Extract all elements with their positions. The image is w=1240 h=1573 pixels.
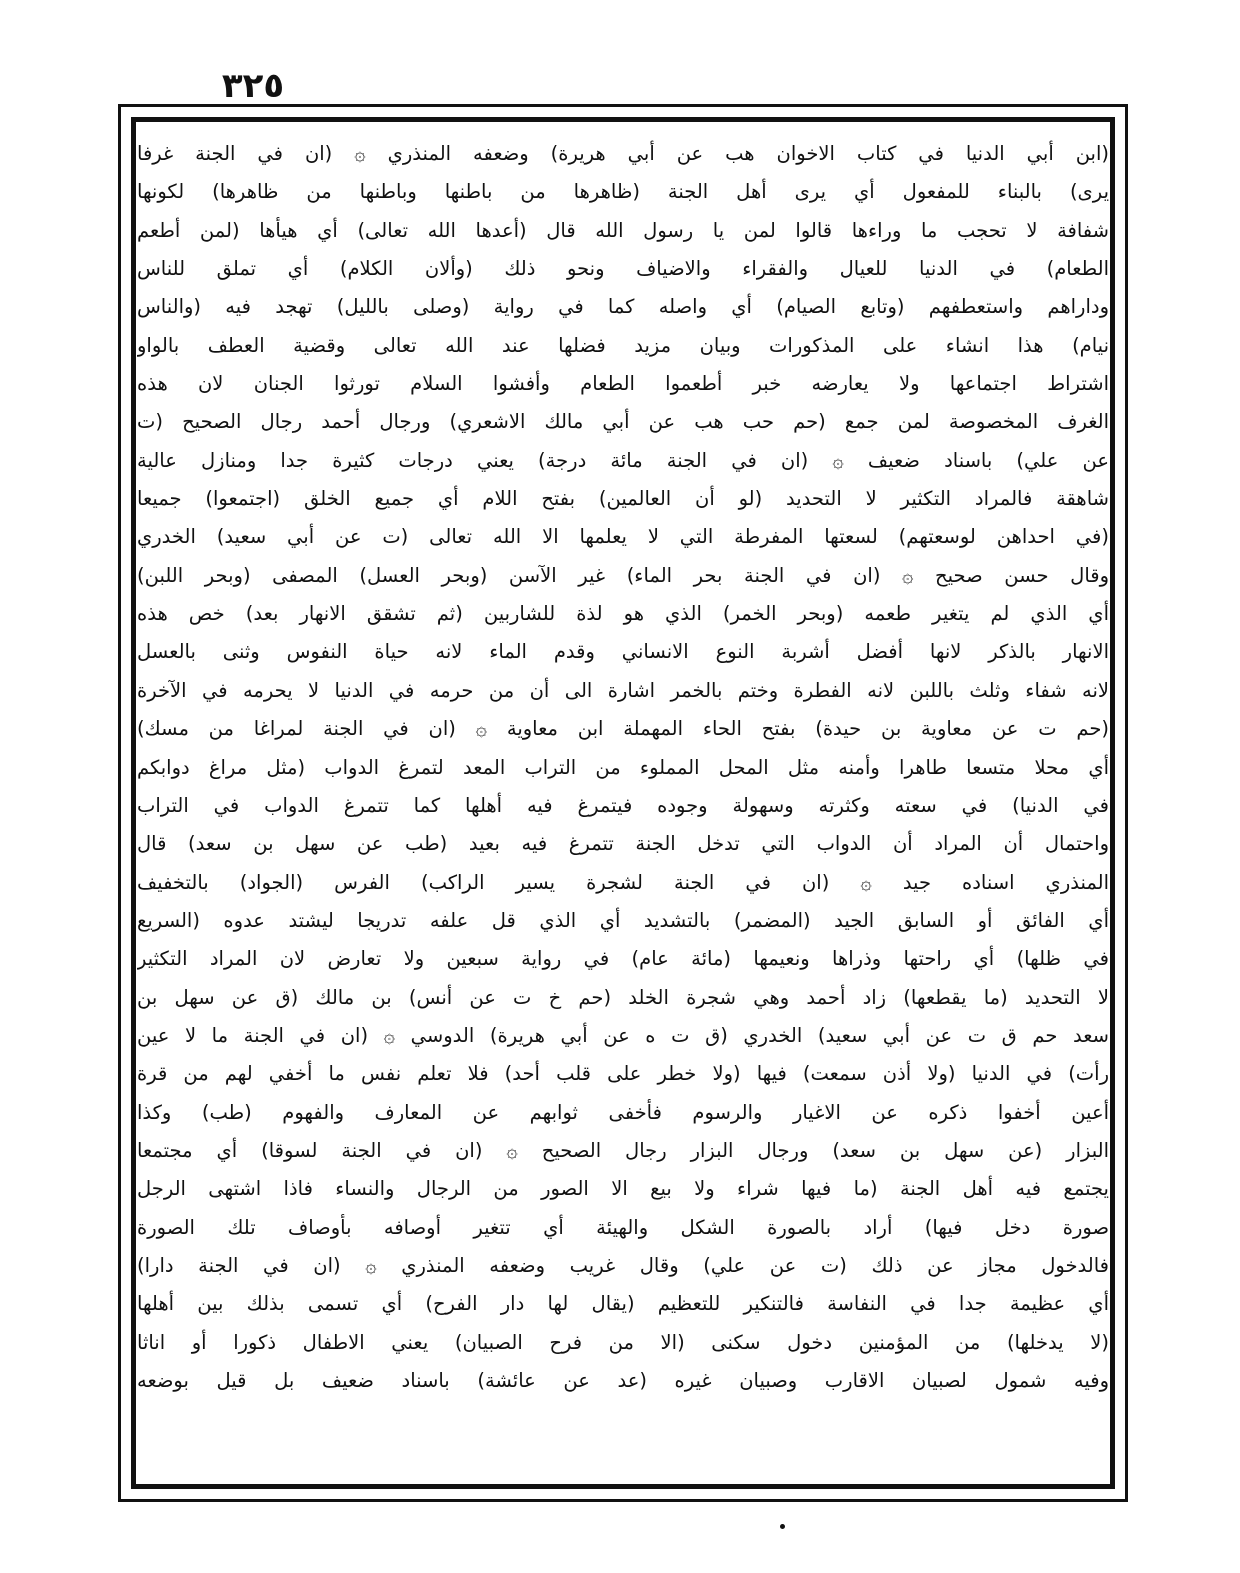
text-line: في الدنيا) في سعته وكثرته وسهولة وجوده فيتمرغ فيه أهلها كما تتمرغ الدواب في التراب — [137, 793, 1109, 817]
text-line: الطعام) في الدنيا للعيال والفقراء والاضياف ونحو ذلك (وألان الكلام) أي تملق للناس — [137, 257, 1109, 281]
text-line: واحتمال أن المراد أن الدواب التي تدخل الجنة تتمرغ فيه بعيد (طب عن سهل بن سعد) قال — [137, 832, 1109, 856]
text-line: يجتمع فيه أهل الجنة (ما فيها شراء ولا بيع الا الصور من الرجال والنساء فاذا اشتهى الرجل — [137, 1177, 1109, 1201]
text-line: (في احداهن لوسعتهم) لسعتها المفرطة التي لا يعلمها الا الله تعالى (ت عن أبي سعيد) الخدري — [137, 525, 1109, 549]
text-line: يرى) بالبناء للمفعول أي يرى أهل الجنة (ظاهرها من باطنها وباطنها من ظاهرها) لكونها — [137, 180, 1109, 204]
text-line: عن علي) باسناد ضعيف ۞ (ان في الجنة مائة درجة) يعني درجات كثيرة جدا ومنازل عالية — [137, 448, 1109, 472]
page-frame — [118, 104, 1128, 1502]
text-line: اشتراط اجتماعها ولا يعارضه خبر أطعموا الطعام وأفشوا السلام تورثوا الجنان لان هذه — [137, 372, 1109, 396]
text-line: صورة دخل فيها) أراد بالصورة الشكل والهيئة أي تتغير أوصافه بأوصاف تلك الصورة — [137, 1215, 1109, 1239]
text-body — [137, 135, 1109, 1489]
text-line: (حم ت عن معاوية بن حيدة) بفتح الحاء المهملة ابن معاوية ۞ (ان في الجنة لمراغا من مسك) — [137, 717, 1109, 741]
text-line: شاهقة فالمراد التكثير لا التحديد (لو أن العالمين) بفتح اللام أي جميع الخلق (اجتمعوا) جميعا — [137, 487, 1109, 511]
text-line: لانه شفاء وثلث باللبن لانه الفطرة وختم بالخمر اشارة الى أن من حرمه في الدنيا لا يحرمه في الآخرة — [137, 678, 1109, 702]
text-line: سعد حم ق ت عن أبي سعيد) الخدري (ق ت ه عن أبي هريرة) الدوسي ۞ (ان في الجنة ما لا عين — [137, 1023, 1109, 1047]
text-line: فالدخول مجاز عن ذلك (ت عن علي) وقال غريب وضعفه المنذري ۞ (ان في الجنة دارا) — [137, 1253, 1109, 1277]
page-number: ٣٢٥ — [221, 66, 285, 106]
text-line: المنذري اسناده جيد ۞ (ان في الجنة لشجرة يسير الراكب) الفرس (الجواد) بالتخفيف — [137, 870, 1109, 894]
text-line: الانهار بالذكر لانها أفضل أشربة النوع الانساني وقدم الماء لانه حياة النفوس وثنى بالعسل — [137, 640, 1109, 664]
bottom-mark — [780, 1524, 785, 1529]
text-line: وفيه شمول لصبيان الاقارب وصبيان غيره (عد عن عائشة) باسناد ضعيف بل قيل بوضعه — [137, 1369, 1109, 1392]
text-line: شفافة لا تحجب ما وراءها قالوا لمن يا رسول الله قال (أعدها الله تعالى) أي هيأها (لمن أطعم — [137, 218, 1109, 242]
text-line: رأت) في الدنيا (ولا أذن سمعت) فيها (ولا خطر على قلب أحد) فلا تعلم نفس ما أخفي لهم من قرة — [137, 1062, 1109, 1086]
text-line: أعين أخفوا ذكره عن الاغيار والرسوم فأخفى ثوابهم عن المعارف والفهوم (طب) وكذا — [137, 1100, 1109, 1124]
text-line: في ظلها) أي راحتها وذراها ونعيمها (مائة عام) في رواية سبعين ولا تعارض لان المراد التكثير — [137, 947, 1109, 971]
text-line: وقال حسن صحيح ۞ (ان في الجنة بحر الماء) غير الآسن (وبحر العسل) المصفى (وبحر اللبن) — [137, 563, 1109, 587]
text-line: أي محلا متسعا طاهرا وأمنه مثل المحل المملوء من التراب المعد لتمرغ الدواب (مثل مراغ دوابكم — [137, 755, 1109, 779]
text-line: أي الذي لم يتغير طعمه (وبحر الخمر) الذي هو لذة للشاربين (ثم تشقق الانهار بعد) خص هذه — [137, 602, 1109, 626]
text-line: (ابن أبي الدنيا في كتاب الاخوان هب عن أبي هريرة) وضعفه المنذري ۞ (ان في الجنة غرفا — [137, 142, 1109, 165]
text-line: البزار (عن سهل بن سعد) ورجال البزار رجال الصحيح ۞ (ان في الجنة لسوقا) أي مجتمعا — [137, 1138, 1109, 1162]
text-line: نيام) هذا انشاء على المذكورات وبيان مزيد فضلها عند الله تعالى وقضية العطف بالواو — [137, 333, 1109, 357]
text-line: الغرف المخصوصة لمن جمع (حم حب هب عن أبي مالك الاشعري) ورجال أحمد رجال الصحيح (ت — [137, 410, 1109, 434]
text-line: لا التحديد (ما يقطعها) زاد أحمد وهي شجرة الخلد (حم خ ت عن أنس) بن مالك (ق عن سهل بن — [137, 985, 1109, 1009]
text-line: أي عظيمة جدا في النفاسة فالتنكير للتعظيم (يقال لها دار الفرح) أي تسمى بذلك بين أهلها — [137, 1292, 1109, 1316]
text-line: وداراهم واستعطفهم (وتابع الصيام) أي واصله كما في رواية (وصلى بالليل) تهجد فيه (والناس — [137, 295, 1109, 319]
text-line: (لا يدخلها) من المؤمنين دخول سكنى (الا من فرح الصبيان) يعني الاطفال ذكورا أو اناثا — [137, 1330, 1109, 1354]
text-line: أي الفائق أو السابق الجيد (المضمر) بالتشديد أي الذي قل علفه تدريجا ليشتد عدوه (السريع — [137, 908, 1109, 932]
